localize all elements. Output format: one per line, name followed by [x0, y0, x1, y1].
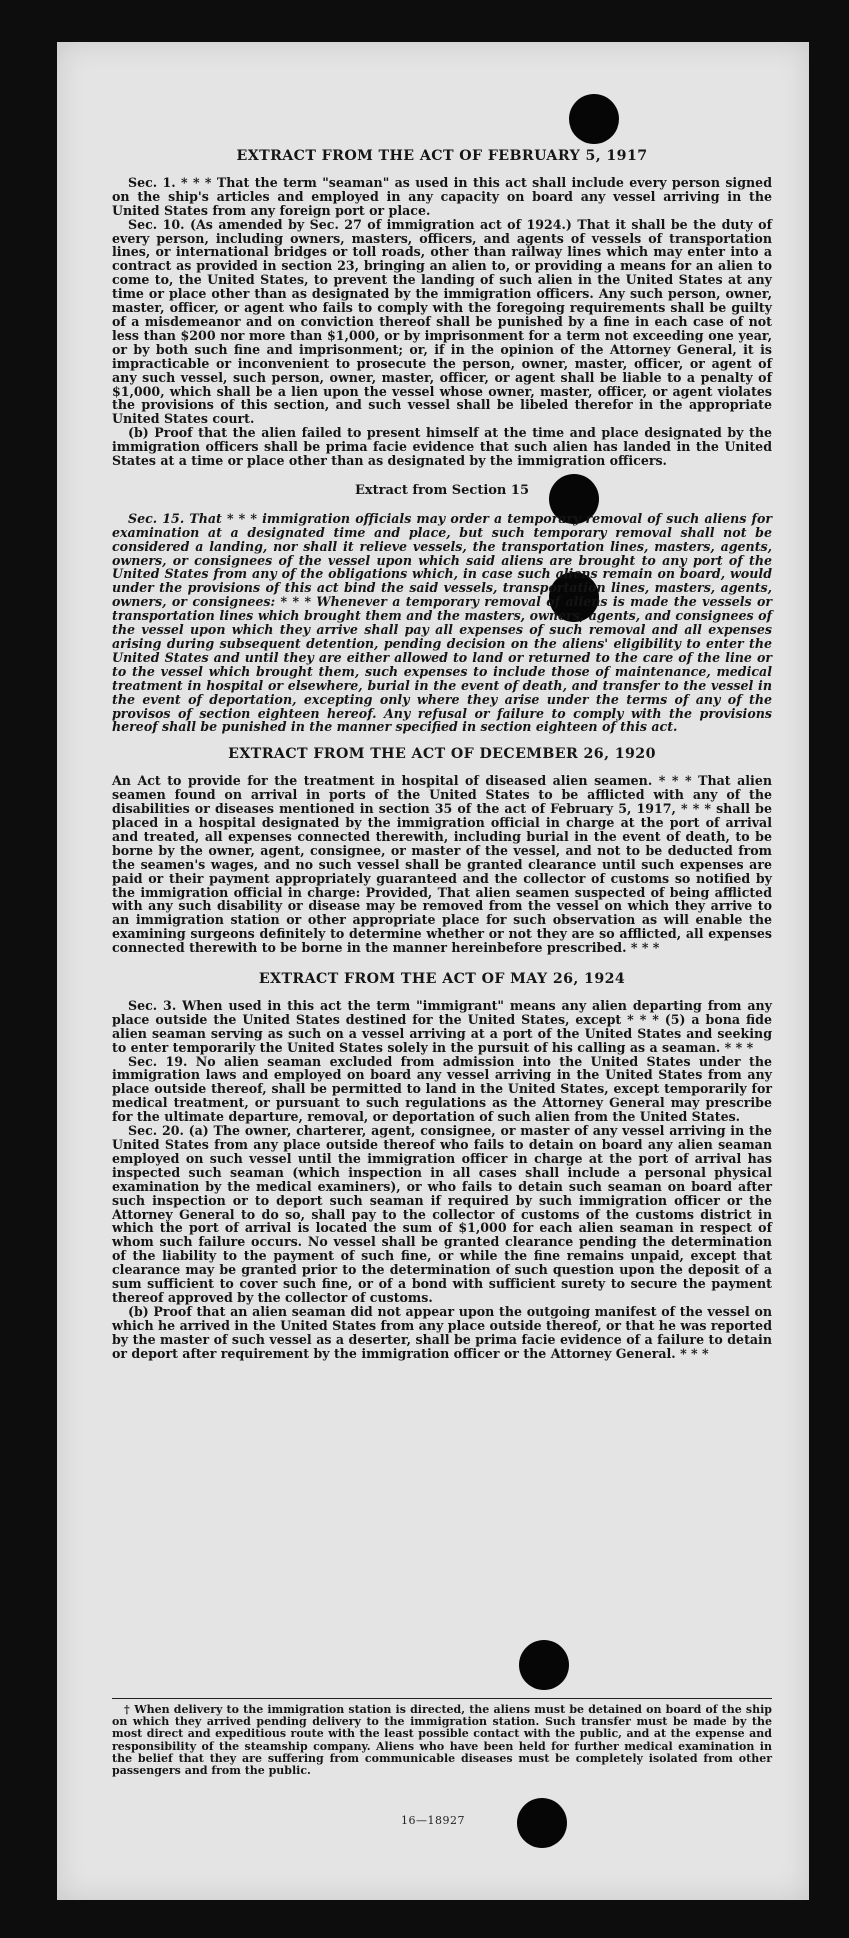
- section-act-1924: [112, 999, 772, 1361]
- section-act-1917: [112, 176, 772, 468]
- heading-act-1924: EXTRACT FROM THE ACT OF MAY 26, 1924: [258, 971, 626, 988]
- paragraph-sec-20a: Sec. 20. (a) The owner, charterer, agent, consignee, or master of any vessel arriving in the United States from any place outside thereof who fails to detain on board any alien seaman employed on such vessel until the immigration officer in charge at the port of arrival has inspected such seaman (which inspection in all cases shall include a personal physical examination by the medical examiners), or who fails to detain such seaman on board after such inspection or to deport such seaman if required by such immigration officer or the Attorney General to do so, shall pay to the collector of customs of the customs district in which the port of arrival is located the sum of $1,000 for each alien seaman in respect of whom such failure occurs. No vessel shall be granted clearance pending the determination of the liability to the payment of such fine, or while the fine remains unpaid, except that clearance may be granted prior to the determination of such question upon the deposit of a sum sufficient to cover such fine, or of a bond with sufficient surety to secure the payment thereof approved by the collector of customs.: [112, 1123, 772, 1305]
- footnote-text: † When delivery to the immigration station is directed, the aliens must be detained on board of the ship on which they arrived pending delivery to the immigration station. Such transfer must be made by the most direct and expeditious route with the least possible contact with the public, and at the expense and responsibility of the steamship company. Aliens who have been held for further medical examination in the belief that they are suffering from communicable diseases must be completely isolated from other passengers and from the public.: [112, 1703, 772, 1778]
- punch-hole-top: [569, 94, 619, 144]
- punch-hole-bottom: [519, 1640, 569, 1690]
- paragraph-sec-10b: (b) Proof that the alien failed to present himself at the time and place designated by the immigration officers shall be prima facie evidence that such alien has landed in the United States at a time or place other than as designated by the immigration officers.: [112, 425, 772, 469]
- heading-act-1920: EXTRACT FROM THE ACT OF DECEMBER 26, 1920: [228, 746, 656, 763]
- paragraph-sec-10: Sec. 10. (As amended by Sec. 27 of immigration act of 1924.) That it shall be the duty of every person, including owners, masters, officers, and agents of vessels of transportation lines, or international bridges or toll roads, other than railway lines which may enter into a contract as provided in section 23, bringing an alien to, or providing a means for an alien to come to, the United States, to prevent the landing of such alien in the United States at any time or place other than as designated by the immigration officers. Any such person, owner, master, officer, or agent who fails to comply with the foregoing requirements shall be guilty of a misdemeanor and on conviction thereof shall be punished by a fine in each case of not less than $200 nor more than $1,000, or by imprisonment for a term not exceeding one year, or by both such fine and imprisonment; or, if in the opinion of the Attorney General, it is impracticable or inconvenient to prosecute the person, owner, master, officer, or agent of any such vessel, such person, owner, master, officer, or agent shall be liable to a penalty of $1,000, which shall be a lien upon the vessel whose owner, master, officer, or agent violates the provisions of this section, and such vessel shall be libeled therefor in the appropriate United States court.: [112, 216, 772, 427]
- document-body: [112, 150, 772, 1361]
- paragraph-sec-19: Sec. 19. No alien seaman excluded from admission into the United States under the immigration laws and employed on board any vessel arriving in the United States from any place outside thereof, shall be permitted to land in the United States, except temporarily for medical treatment, or pursuant to such regulations as the Attorney General may prescribe for the ultimate departure, removal, or deportation of such alien from the United States.: [112, 1053, 772, 1125]
- heading-section-15: Extract from Section 15: [354, 482, 530, 498]
- paragraph-sec-1: Sec. 1. * * * That the term "seaman" as used in this act shall include every person signed on the ship's articles and employed in any capacity on board any vessel arriving in the United States from any foreign port or place.: [112, 174, 772, 218]
- footnote: [112, 1704, 772, 1777]
- section-15: [112, 512, 772, 735]
- form-number: 16—18927: [401, 1814, 465, 1827]
- paragraph-sec-15: Sec. 15. That * * * immigration officials may order a temporary removal of such aliens for examination at a designated time and place, but such temporary removal shall not be considered a landing, nor shall it relieve vessels, the transportation lines, masters, agents, owners, or consignees of the vessel upon which said aliens are brought to any port of the United States from any of the obligations which, in case such aliens remain on board, would under the provisions of this act bind the said vessels, transportation lines, masters, agents, owners, or consignees: * * * Whenever a temporary removal of aliens is made the vessels or transportation lines which brought them and the masters, owners, agents, and consignees of the vessel upon which they arrive shall pay all expenses of such removal and all expenses arising during subsequent detention, pending decision on the aliens' eligibility to enter the United States and until they are either allowed to land or returned to the care of the line or to the vessel which brought them, such expenses to include those of maintenance, medical treatment in hospital or elsewhere, burial in the event of death, and transfer to the vessel in the event of deportation, excepting only where they arise under the terms of any of the provisos of section eighteen hereof. Any refusal or failure to comply with the provisions hereof shall be punished in the manner specified in section eighteen of this act.: [112, 510, 772, 735]
- section-act-1920: [112, 774, 772, 955]
- heading-act-1917: EXTRACT FROM THE ACT OF FEBRUARY 5, 1917: [236, 148, 648, 164]
- document-page: [57, 42, 809, 1900]
- paragraph-act-1920: An Act to provide for the treatment in hospital of diseased alien seamen. * * * That alien seamen found on arrival in ports of the United States to be afflicted with any of the disabilities or diseases mentioned in section 35 of the act of February 5, 1917, * * * shall be placed in a hospital designated by the immigration official in charge at the port of arrival and treated, all expenses connected therewith, including burial in the event of death, to be borne by the owner, agent, consignee, or master of the vessel, and not to be deducted from the seamen's wages, and no such vessel shall be granted clearance until such expenses are paid or their payment appropriately guaranteed and the collector of customs so notified by the immigration official in charge: Provided, That alien seamen suspected of being afflicted with any such disability or disease may be removed from the vessel on which they arrive to an immigration station or other appropriate place for such observation as will enable the examining surgeons definitely to determine whether or not they are so afflicted, all expenses connected therewith to be borne in the manner hereinbefore prescribed. * * *: [112, 773, 772, 956]
- paragraph-sec-3: Sec. 3. When used in this act the term "immigrant" means any alien departing from any place outside the United States destined for the United States, except * * * (5) a bona fide alien seaman serving as such on a vessel arriving at a port of the United States and seeking to enter temporarily the United States solely in the pursuit of his calling as a seaman. * * *: [112, 997, 772, 1055]
- paragraph-sec-20b: (b) Proof that an alien seaman did not appear upon the outgoing manifest of the vessel on which he arrived in the United States from any place outside thereof, or that he was reported by the master of such vessel as a deserter, shall be prima facie evidence of a failure to detain or deport after requirement by the immigration officer or the Attorney General. * * *: [112, 1303, 772, 1361]
- footnote-divider: [112, 1698, 772, 1699]
